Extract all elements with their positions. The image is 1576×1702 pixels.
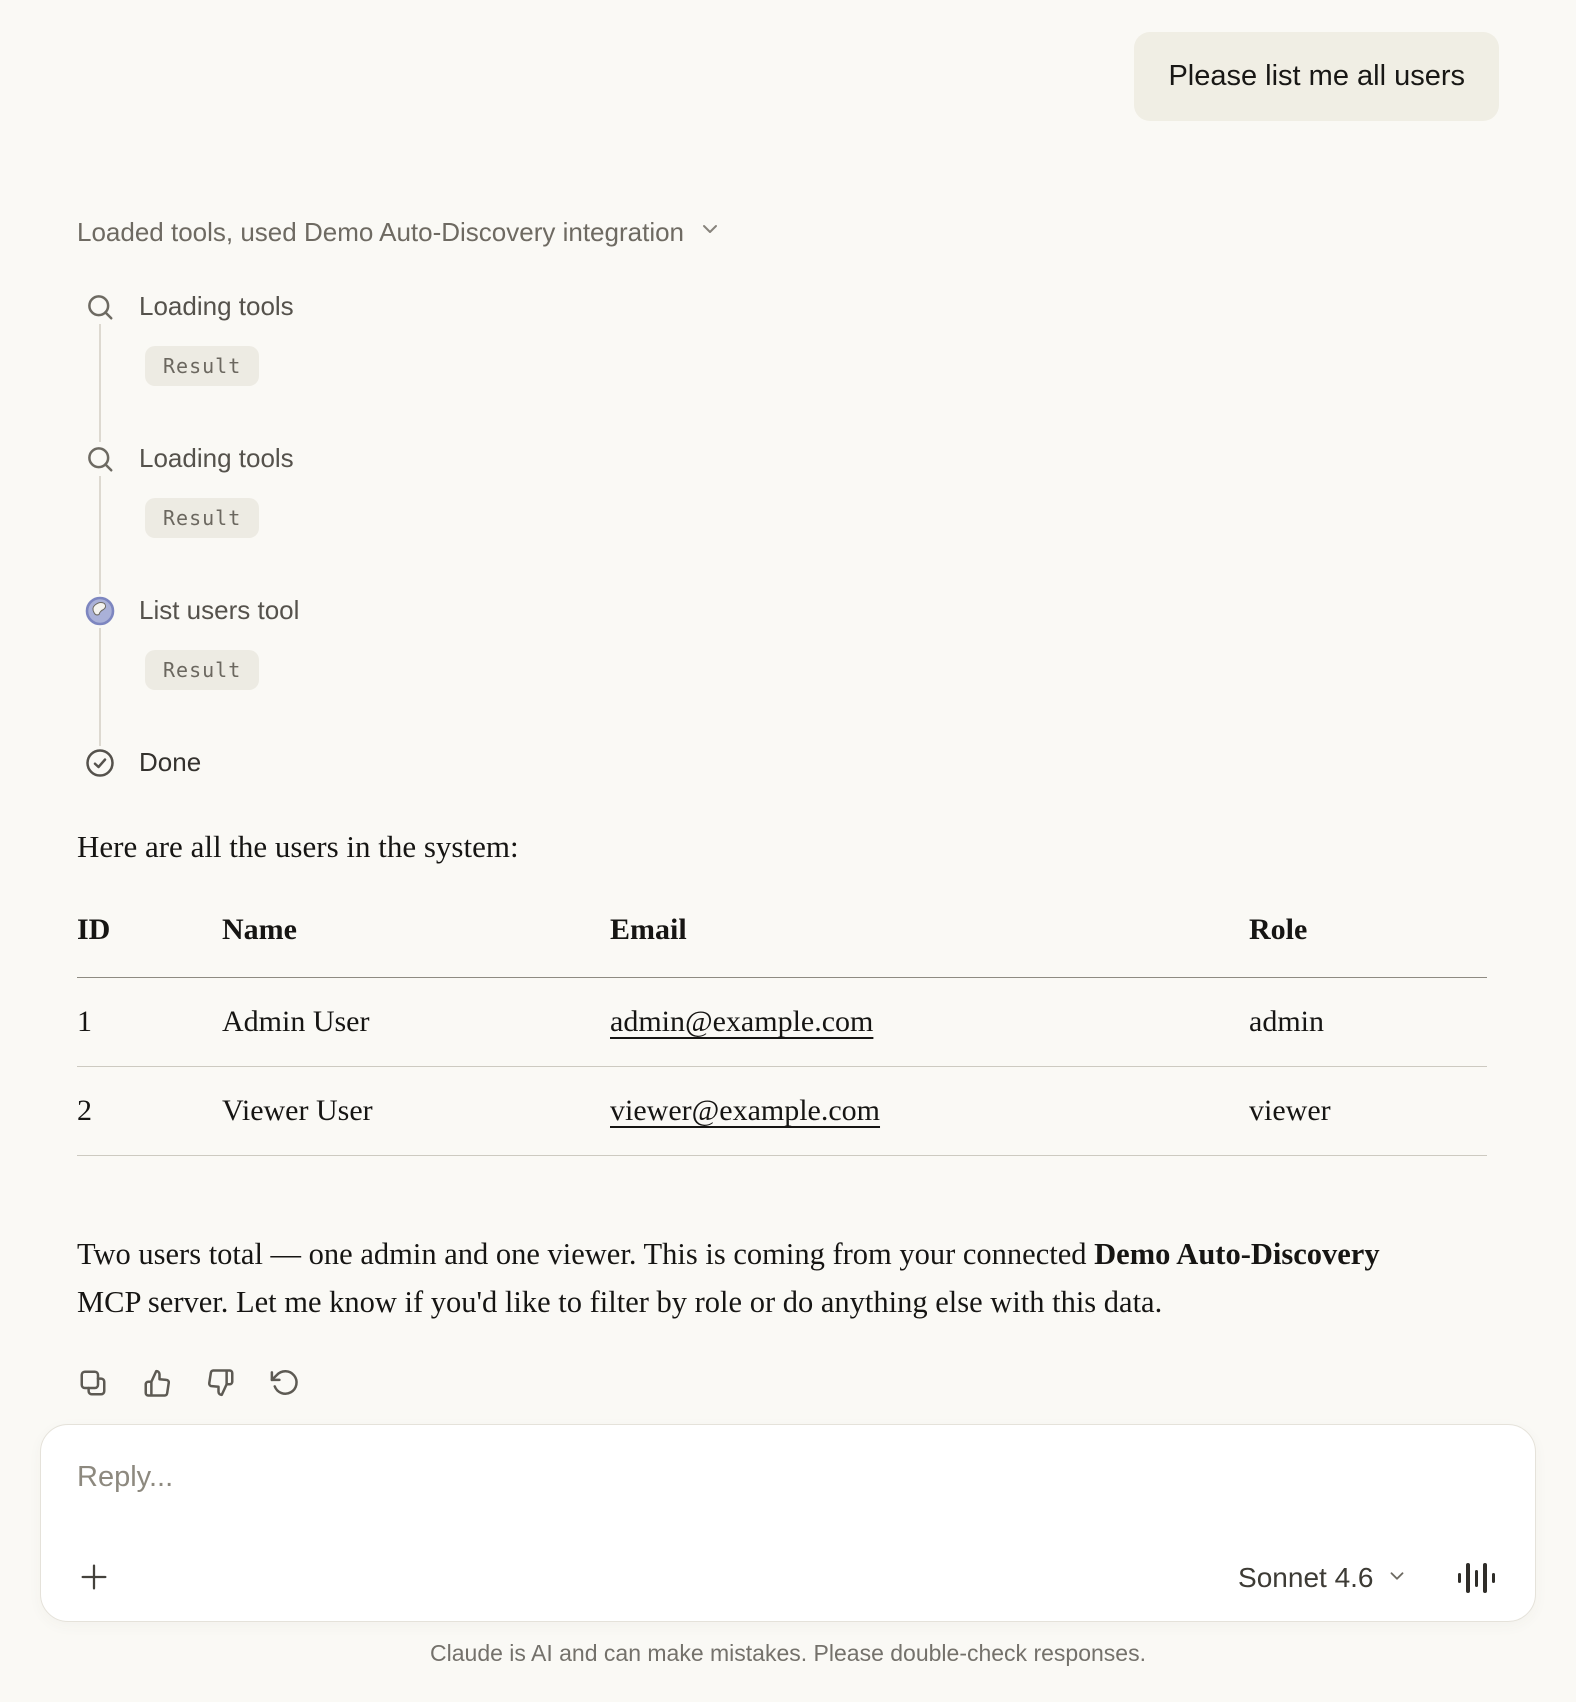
tool-step-label: Done (139, 747, 202, 778)
tool-step (85, 442, 1499, 594)
check-circle-icon (85, 748, 115, 778)
thumbs-up-icon (142, 1368, 172, 1401)
message-actions (77, 1368, 1499, 1400)
tool-step (85, 746, 1499, 780)
tool-usage-header[interactable] (77, 217, 1499, 248)
tool-step-label: List users tool (139, 595, 300, 626)
tool-step-label: Loading tools (139, 291, 294, 322)
table-row (77, 978, 1487, 1067)
users-table-header-name: Name (222, 913, 610, 978)
users-table-header-email: Email (610, 913, 1249, 978)
model-label: Sonnet 4.6 (1238, 1562, 1374, 1594)
composer-right-controls (1238, 1562, 1495, 1594)
users-table (77, 913, 1487, 1156)
outro-text-2: MCP server. Let me know if you'd like to filter by role or do anything else with this data. (77, 1285, 1163, 1320)
result-badge[interactable]: Result (145, 346, 259, 386)
disclaimer-text: Claude is AI and can make mistakes. Please double-check responses. (430, 1640, 1146, 1667)
cell-role: admin (1249, 978, 1487, 1067)
email-link[interactable]: viewer@example.com (610, 1094, 881, 1128)
reply-input[interactable]: Reply... (77, 1461, 174, 1494)
cell-email (610, 1067, 1249, 1156)
user-message-row (77, 32, 1499, 121)
retry-icon (270, 1368, 300, 1401)
users-table-header-role: Role (1249, 913, 1487, 978)
tool-step-head (85, 290, 1499, 324)
cell-name: Admin User (222, 978, 610, 1067)
composer-toolbar (77, 1561, 1495, 1595)
result-badge[interactable]: Result (145, 650, 259, 690)
cell-role: viewer (1249, 1067, 1487, 1156)
tool-step-body (99, 628, 1499, 746)
copy-icon (78, 1368, 108, 1401)
cell-name: Viewer User (222, 1067, 610, 1156)
users-table-header-row (77, 913, 1487, 978)
tool-step-head (85, 746, 1499, 780)
result-badge[interactable]: Result (145, 498, 259, 538)
thumbs-down-button[interactable] (205, 1368, 237, 1400)
cell-email (610, 978, 1249, 1067)
tool-step-head (85, 594, 1499, 628)
outro-text-1: Two users total — one admin and one viewer. This is coming from your connected (77, 1237, 1095, 1272)
table-row (77, 1067, 1487, 1156)
thumbs-down-icon (206, 1368, 236, 1401)
tool-step-body (99, 476, 1499, 594)
user-message-bubble (1134, 32, 1499, 121)
tool-step-label: Loading tools (139, 443, 294, 474)
attach-button[interactable] (77, 1561, 111, 1595)
voice-waveform-icon (1458, 1563, 1496, 1593)
response-outro (77, 1230, 1417, 1326)
cell-id: 2 (77, 1067, 222, 1156)
search-icon (85, 444, 115, 474)
thumbs-up-button[interactable] (141, 1368, 173, 1400)
cell-id: 1 (77, 978, 222, 1067)
tool-step-body (99, 324, 1499, 442)
copy-button[interactable] (77, 1368, 109, 1400)
tool-step (85, 290, 1499, 442)
retry-button[interactable] (269, 1368, 301, 1400)
tool-usage-header-label: Loaded tools, used Demo Auto-Discovery integration (77, 216, 685, 247)
outro-bold-text: Demo Auto-Discovery (1094, 1237, 1380, 1272)
user-message-text: Please list me all users (1168, 60, 1465, 92)
chevron-down-icon (698, 217, 722, 248)
response-intro: Here are all the users in the system: (77, 828, 519, 864)
plus-icon (77, 1560, 111, 1597)
tool-steps (85, 290, 1499, 780)
chevron-down-icon (1386, 1562, 1408, 1594)
tool-step (85, 594, 1499, 746)
email-link[interactable]: admin@example.com (610, 1005, 874, 1039)
voice-mode-button[interactable] (1458, 1562, 1496, 1594)
search-icon (85, 292, 115, 322)
users-table-header-id: ID (77, 913, 222, 978)
tool-step-head (85, 442, 1499, 476)
globe-icon (85, 596, 115, 626)
reply-composer[interactable] (40, 1424, 1536, 1622)
model-selector[interactable] (1238, 1562, 1407, 1594)
